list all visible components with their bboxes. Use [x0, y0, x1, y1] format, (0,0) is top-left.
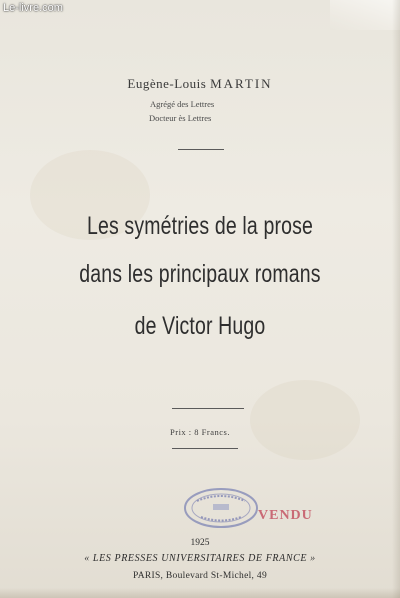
author-last-name: MARTIN [210, 76, 273, 91]
page-fold [330, 0, 400, 30]
publisher-address: PARIS, Boulevard St-Michel, 49 [133, 571, 267, 581]
book-title-line: dans les principaux romans [79, 260, 321, 288]
author-credential: Docteur ès Lettres [149, 113, 212, 123]
publisher-name: « LES PRESSES UNIVERSITAIRES DE FRANCE » [84, 553, 316, 564]
price-label: Prix : 8 Francs. [170, 427, 230, 437]
library-stamp-icon [183, 487, 259, 529]
author-name [0, 76, 400, 92]
watermark: Le-livre.com [3, 2, 63, 14]
paper-stain [250, 380, 360, 460]
publication-year: 1925 [190, 538, 210, 548]
book-title-line: de Victor Hugo [134, 312, 266, 340]
page-bottom-shadow [0, 588, 400, 598]
author-credential: Agrégé des Lettres [150, 99, 215, 109]
sold-stamp: VENDU [258, 508, 313, 523]
author-first-name: Eugène-Louis [127, 76, 207, 91]
book-title-line: Les symétries de la prose [86, 212, 314, 240]
divider [172, 448, 238, 449]
divider [178, 149, 224, 150]
divider [172, 408, 244, 409]
